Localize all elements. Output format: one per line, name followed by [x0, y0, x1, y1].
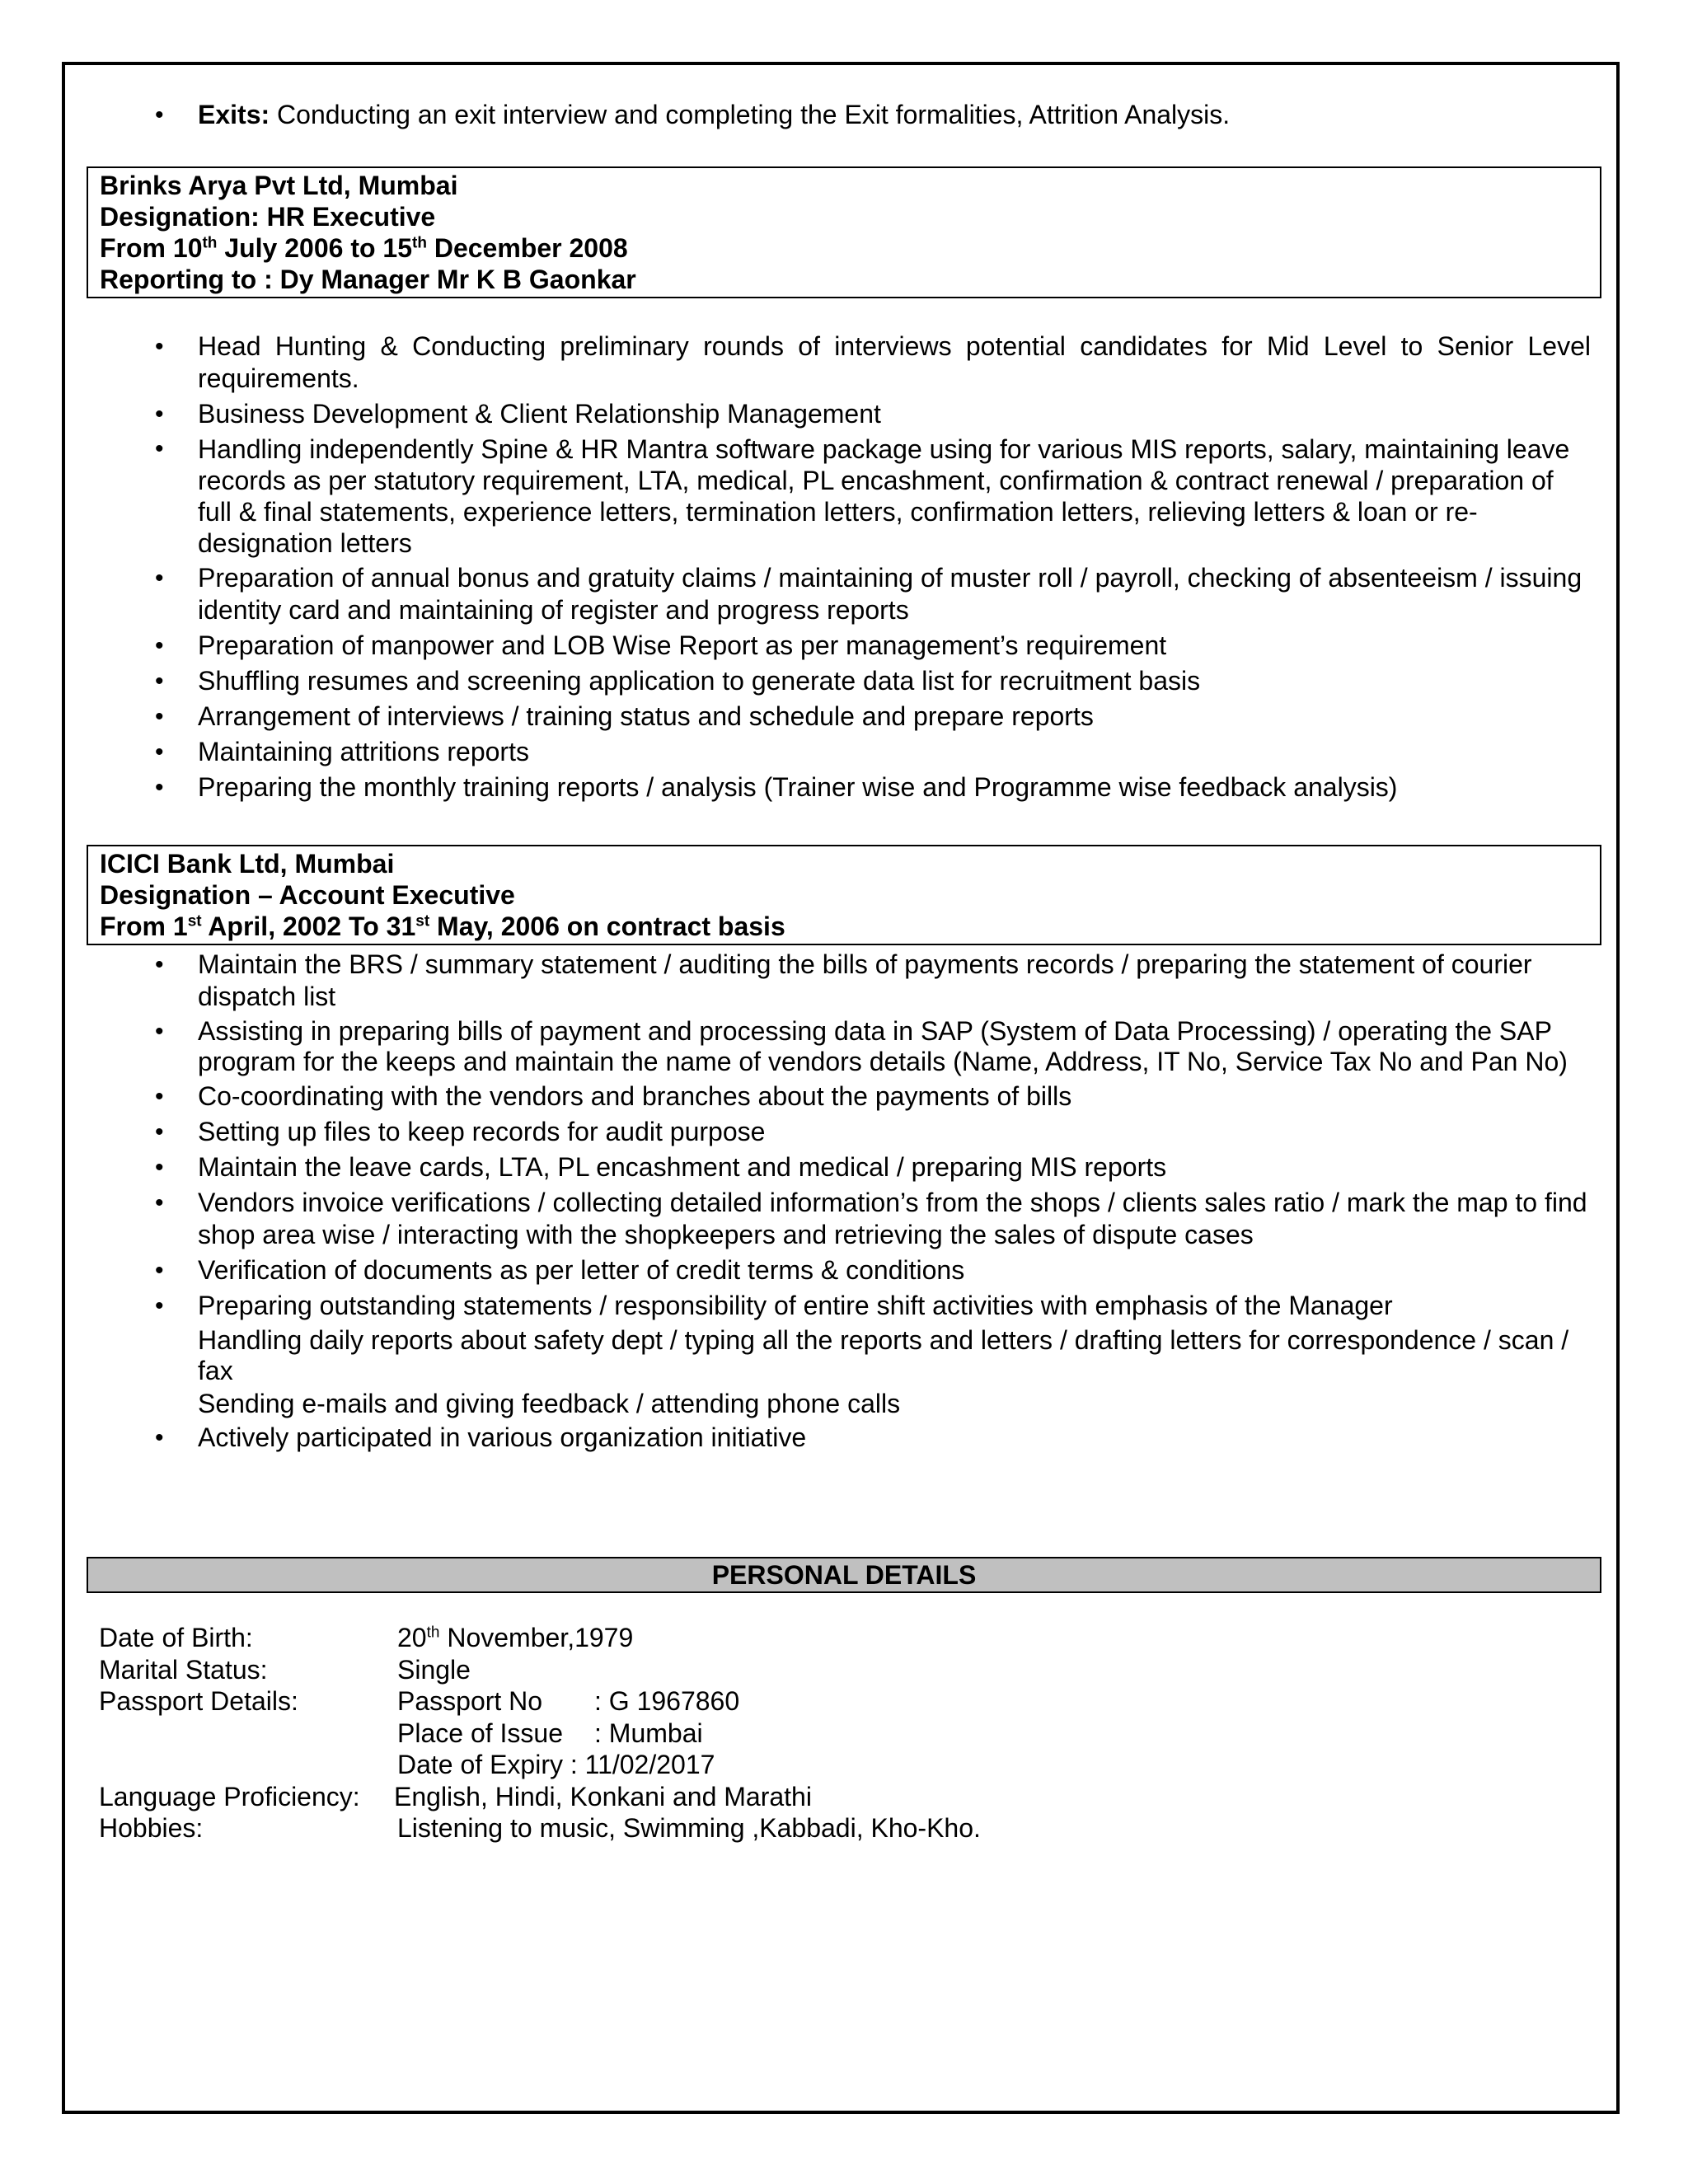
exits-text: Conducting an exit interview and completing the Exit formalities, Attrition Analysis.	[270, 100, 1231, 129]
exits-label: Exits:	[198, 100, 270, 129]
list-item: • Maintaining attritions reports	[87, 736, 1591, 768]
hobbies-label: Hobbies:	[99, 1813, 204, 1843]
brinks-duties-list	[87, 330, 1591, 807]
job-header-icici	[87, 845, 1601, 945]
list-item-continuation: Handling daily reports about safety dept / typing all the reports and letters / drafting letters for correspondence / scan / fax	[198, 1325, 1569, 1385]
place-of-issue: Place of Issue : Mumbai	[397, 1718, 703, 1748]
list-item: • Vendors invoice verifications / collecting detailed information’s from the shops / clients sales ratio / mark the map to find shop area wise / interacting with the shopkeepers and retrieving the sales of dispute cases	[87, 1187, 1591, 1251]
list-item-continuation: Sending e-mails and giving feedback / attending phone calls	[198, 1389, 901, 1418]
list-item: • Co-coordinating with the vendors and branches about the payments of bills	[87, 1080, 1591, 1113]
personal-details-heading: PERSONAL DETAILS	[87, 1557, 1601, 1593]
date-of-expiry: Date of Expiry : 11/02/2017	[397, 1750, 715, 1779]
list-item: • Preparing the monthly training reports / analysis (Trainer wise and Programme wise feedback analysis)	[87, 771, 1591, 804]
list-item: • Business Development & Client Relationship Management	[87, 398, 1591, 430]
reporting-to: Reporting to : Dy Manager Mr K B Gaonkar	[100, 265, 636, 294]
language-label: Language Proficiency:	[99, 1781, 360, 1811]
list-item: • Maintain the BRS / summary statement / auditing the bills of payments records / preparing the statement of courier dispatch list	[87, 949, 1591, 1013]
list-item: • Head Hunting & Conducting preliminary rounds of interviews potential candidates for Mid Level to Senior Level requirements.	[87, 330, 1591, 395]
list-item: • Maintain the leave cards, LTA, PL encashment and medical / preparing MIS reports	[87, 1151, 1591, 1183]
designation: Designation – Account Executive	[100, 880, 515, 910]
passport-no: Passport No : G 1967860	[397, 1686, 740, 1716]
language-value: English, Hindi, Konkani and Marathi	[394, 1781, 812, 1811]
passport-label: Passport Details:	[99, 1686, 298, 1716]
exits-bullet-list	[87, 99, 1591, 134]
company-name: ICICI Bank Ltd, Mumbai	[100, 849, 395, 879]
list-item: • Verification of documents as per letter of credit terms & conditions	[87, 1254, 1591, 1286]
list-item: • Assisting in preparing bills of payment and processing data in SAP (System of Data Processing) / operating the SAP program for the keeps and maintain the name of vendors details (Name, Address, IT No, Service Tax No and Pan No)	[87, 1016, 1591, 1077]
icici-duties-list	[87, 949, 1591, 1457]
list-item: • Handling independently Spine & HR Mantra software package using for various MIS reports, salary, maintaining leave records as per statutory requirement, LTA, medical, PL encashment, confirmation & contract renewal / preparation of full & final statements, experience letters, termination letters, confirmation letters, relieving letters & loan or re-designation letters	[87, 434, 1591, 559]
job-header-brinks	[87, 166, 1601, 298]
list-item: • Preparation of manpower and LOB Wise Report as per management’s requirement	[87, 630, 1591, 662]
list-item: • Setting up files to keep records for audit purpose	[87, 1116, 1591, 1148]
dob-label: Date of Birth:	[99, 1623, 253, 1652]
list-item: • Arrangement of interviews / training status and schedule and prepare reports	[87, 701, 1591, 733]
dob-value: 20th November,1979	[397, 1623, 634, 1652]
employment-period: From 10th July 2006 to 15th December 2008	[100, 233, 628, 263]
company-name: Brinks Arya Pvt Ltd, Mumbai	[100, 171, 458, 200]
list-item: • Preparation of annual bonus and gratuity claims / maintaining of muster roll / payroll, checking of absenteeism / issuing identity card and maintaining of register and progress reports	[87, 562, 1591, 626]
list-item: • Actively participated in various organization initiative	[87, 1422, 1591, 1454]
hobbies-value: Listening to music, Swimming ,Kabbadi, Kho-Kho.	[397, 1813, 981, 1843]
designation: Designation: HR Executive	[100, 202, 436, 232]
employment-period: From 1st April, 2002 To 31st May, 2006 on contract basis	[100, 912, 785, 941]
list-item: • Shuffling resumes and screening application to generate data list for recruitment basis	[87, 665, 1591, 697]
list-item	[87, 99, 1591, 131]
list-item: • Preparing outstanding statements / responsibility of entire shift activities with emphasis of the Manager	[87, 1290, 1591, 1322]
marital-label: Marital Status:	[99, 1654, 268, 1685]
marital-value: Single	[397, 1654, 471, 1685]
